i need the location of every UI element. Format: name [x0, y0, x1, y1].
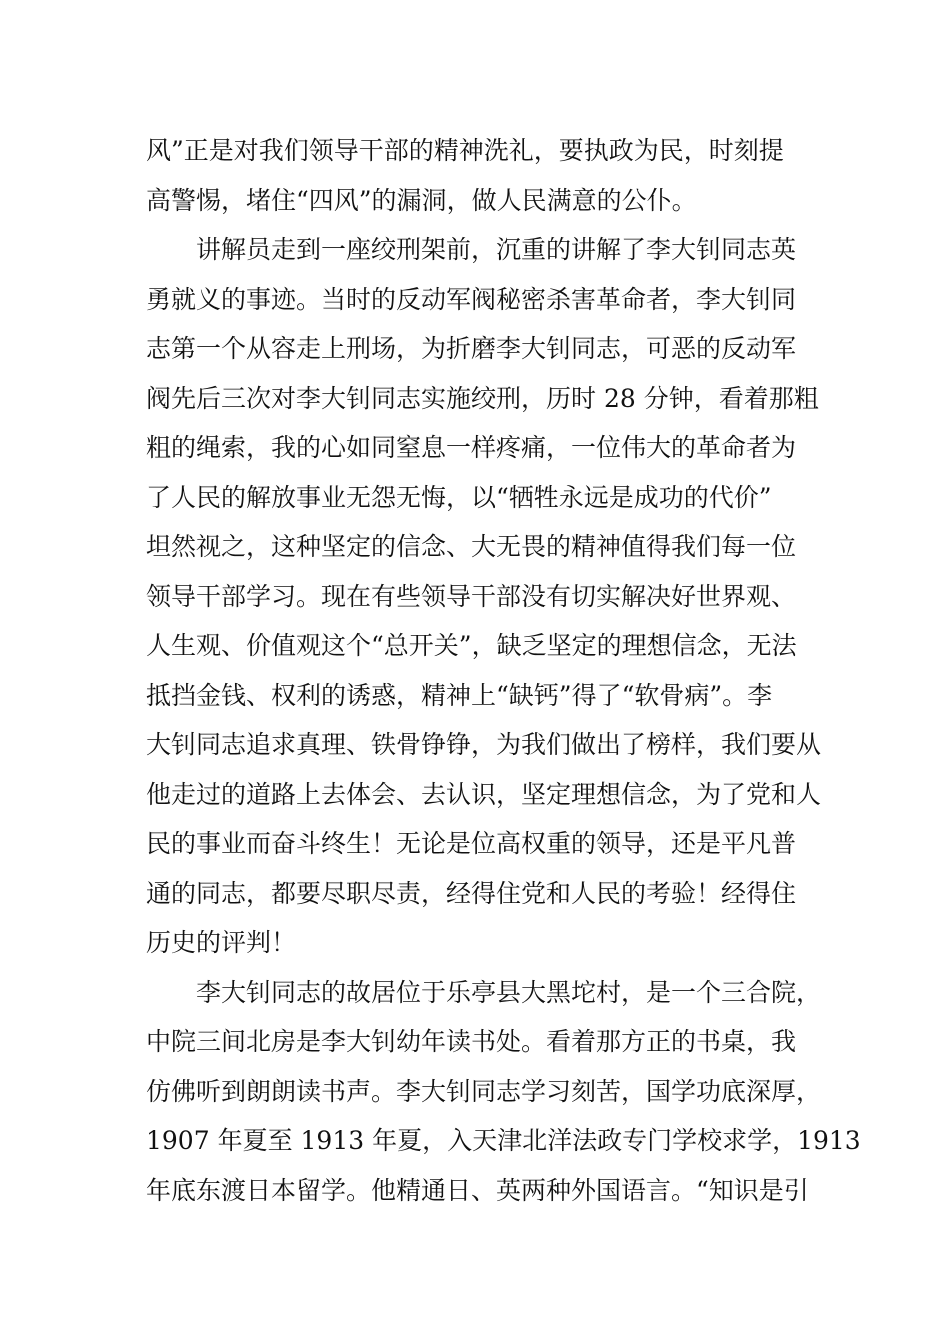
- text-line: 领导干部学习。现在有些领导干部没有切实解决好世界观、: [146, 581, 797, 611]
- text-line: 民的事业而奋斗终生！无论是位高权重的领导，还是平凡普: [146, 829, 797, 858]
- text-line: 坦然视之，这种坚定的信念、大无畏的精神值得我们每一位: [146, 532, 797, 561]
- document-body: [146, 126, 861, 1215]
- text-line: 中院三间北房是李大钊幼年读书处。看着那方正的书桌，我: [146, 1027, 797, 1056]
- text-line: 风”正是对我们领导干部的精神洗礼，要执政为民，时刻提: [146, 136, 784, 165]
- paragraph-2: [146, 225, 822, 968]
- text-line: 人生观、价值观这个“总开关”，缺乏坚定的理想信念，无法: [146, 631, 797, 660]
- text-line: 他走过的道路上去体会、去认识，坚定理想信念，为了党和人: [146, 779, 822, 809]
- text-line: 粗的绳索，我的心如同窒息一样疼痛，一位伟大的革命者为: [146, 433, 797, 462]
- text-line: 志第一个从容走上刑场，为折磨李大钊同志，可恶的反动军: [146, 334, 797, 363]
- paragraph-3: [146, 968, 861, 1216]
- text-line: 通的同志，都要尽职尽责，经得住党和人民的考验！经得住: [146, 878, 797, 908]
- text-line: 讲解员走到一座绞刑架前，沉重的讲解了李大钊同志英: [196, 235, 797, 264]
- text-line: 历史的评判！: [146, 928, 297, 957]
- text-line: 李大钊同志的故居位于乐亭县大黑坨村，是一个三合院，: [196, 977, 822, 1007]
- text-line: 抵挡金钱、权利的诱惑，精神上“缺钙”得了“软骨病”。李: [146, 680, 773, 710]
- text-line: 年底东渡日本留学。他精通日、英两种外国语言。“知识是引: [146, 1175, 809, 1205]
- text-line: 勇就义的事迹。当时的反动军阀秘密杀害革命者，李大钊同: [146, 284, 797, 314]
- paragraph-1: [146, 126, 818, 225]
- text-line: 1907 年夏至 1913 年夏，入天津北洋法政专门学校求学，1913: [146, 1126, 861, 1155]
- text-line: 了人民的解放事业无怨无悔，以“牺牲永远是成功的代价”: [146, 482, 772, 512]
- text-line: 大钊同志追求真理、铁骨铮铮，为我们做出了榜样，我们要从: [146, 730, 822, 759]
- text-line: 高警惕，堵住“四风”的漏洞，做人民满意的公仆。: [146, 185, 697, 215]
- text-line: 阀先后三次对李大钊同志实施绞刑，历时 28 分钟，看着那粗: [146, 383, 819, 413]
- text-line: 仿佛听到朗朗读书声。李大钊同志学习刻苦，国学功底深厚，: [146, 1076, 822, 1106]
